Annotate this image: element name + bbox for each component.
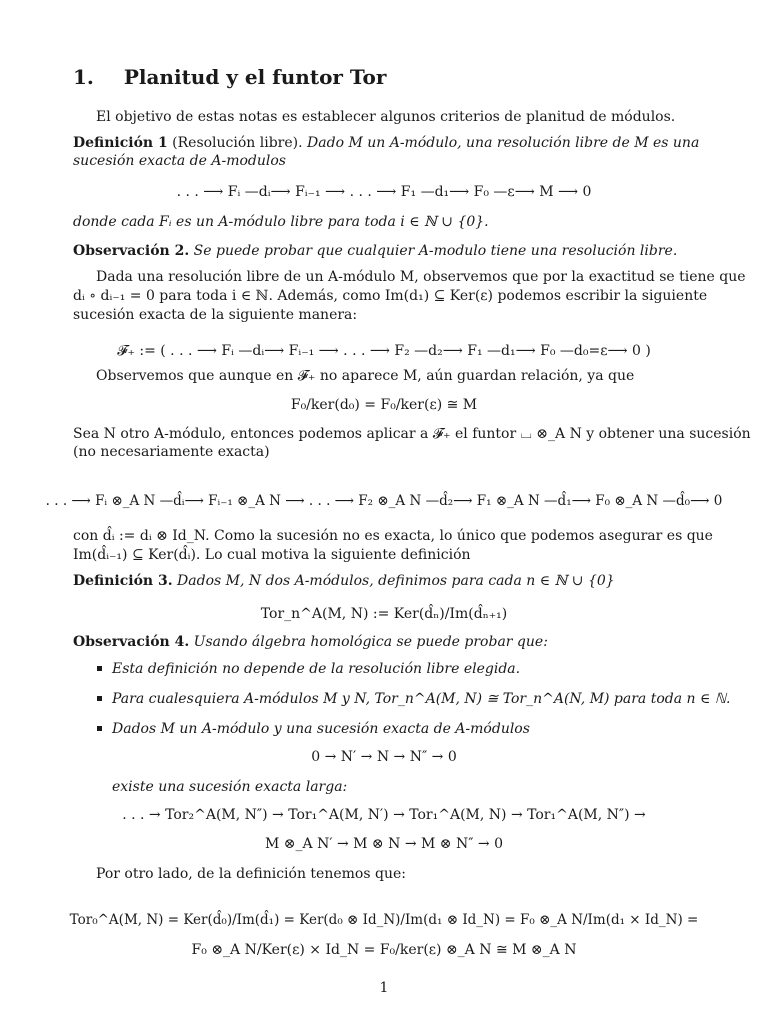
long-exact-sequence-line-2: M ⊗_A N′ → M ⊗ N → M ⊗ N″ → 0 <box>265 836 503 852</box>
page-number: 1 <box>379 980 389 996</box>
tor0-equation-line-2: F₀ ⊗_A N/Ker(ε) × Id_N = F₀/ker(ε) ⊗_A N ≅ M ⊗_A N <box>191 942 577 958</box>
definition-1-paren: (Resolución libre). <box>172 135 303 151</box>
observation-4-heading: Observación 4. <box>73 634 190 650</box>
bullet-2-text: Para cualesquiera A-módulos M y N, Tor_n^A(M, N) ≅ Tor_n^A(N, M) para toda n ∈ ℕ. <box>112 691 731 707</box>
tensor-sequence: . . . ⟶ Fᵢ ⊗_A N —d̂ᵢ⟶ Fᵢ₋₁ ⊗_A N ⟶ . . . ⟶ F₂ ⊗_A N —d̂₂⟶ F₁ ⊗_A N —d̂₁⟶ F₀ ⊗_A N —d̂₀⟶ 0 <box>45 493 723 509</box>
bullet-3-text: Dados M un A-módulo y una sucesión exacta de A-módulos <box>112 721 530 737</box>
other-side-paragraph: Por otro lado, de la definición tenemos que: <box>96 866 406 882</box>
definition-1-end: donde cada Fᵢ es un A-módulo libre para toda i ∈ ℕ ∪ {0}. <box>73 214 489 230</box>
paragraph-1-line-2: dᵢ ∘ dᵢ₋₁ = 0 para toda i ∈ ℕ. Además, como Im(d₁) ⊆ Ker(ε) podemos escribir la siguiente <box>73 288 708 304</box>
bullet-marker <box>97 726 102 731</box>
section-title: Planitud y el funtor Tor <box>123 65 387 89</box>
definition-1-text: Dado M un A-módulo, una resolución libre de M es una <box>307 135 700 151</box>
long-exact-intro: existe una sucesión exacta larga: <box>112 779 348 795</box>
paragraph-1-line-1: Dada una resolución libre de un A-módulo M, observemos que por la exactitud se tiene que <box>96 269 746 285</box>
observation-4 <box>73 633 548 651</box>
definition-1 <box>73 134 699 152</box>
bullet-marker <box>97 666 102 671</box>
tor0-equation-line-1: Tor₀^A(M, N) = Ker(d̂₀)/Im(d̂₁) = Ker(d₀ ⊗ Id_N)/Im(d₁ ⊗ Id_N) = F₀ ⊗_A N/Im(d₁ × Id_N) = <box>69 912 699 928</box>
resolution-sequence: . . . ⟶ Fᵢ —dᵢ⟶ Fᵢ₋₁ ⟶ . . . ⟶ F₁ —d₁⟶ F₀ —ε⟶ M ⟶ 0 <box>176 184 592 200</box>
observation-2-heading: Observación 2. <box>73 243 190 259</box>
paragraph-2-line-2: (no necesariamente exacta) <box>73 444 270 460</box>
paragraph-3-line-1: con d̂ᵢ := dᵢ ⊗ Id_N. Como la sucesión no es exacta, lo único que podemos asegurar es que <box>73 528 713 544</box>
intro-paragraph: El objetivo de estas notas es establecer algunos criterios de planitud de módulos. <box>96 109 676 125</box>
short-exact-sequence: 0 → N′ → N → N″ → 0 <box>311 749 457 765</box>
f-complex-sequence: 𝓕₊ := ( . . . ⟶ Fᵢ —dᵢ⟶ Fᵢ₋₁ ⟶ . . . ⟶ F₂ —d₂⟶ F₁ —d₁⟶ F₀ —d₀=ε⟶ 0 ) <box>117 343 651 359</box>
definition-1-heading: Definición 1 <box>73 135 168 151</box>
definition-3-heading: Definición 3. <box>73 573 173 589</box>
definition-3-text: Dados M, N dos A-módulos, definimos para cada n ∈ ℕ ∪ {0} <box>177 573 615 589</box>
observation-2-text: Se puede probar que cualquier A-modulo tiene una resolución libre. <box>193 243 678 259</box>
kernel-equation: F₀/ker(d₀) = F₀/ker(ε) ≅ M <box>290 397 478 413</box>
tor-definition-equation: Tor_n^A(M, N) := Ker(d̂ₙ)/Im(d̂ₙ₊₁) <box>260 606 508 622</box>
paragraph-1-line-3: sucesión exacta de la siguiente manera: <box>73 307 358 323</box>
bullet-marker <box>97 696 102 701</box>
definition-3 <box>73 572 615 590</box>
observation-2 <box>73 242 677 260</box>
section-number: 1. <box>73 65 94 89</box>
paragraph-2-line-1: Sea N otro A-módulo, entonces podemos aplicar a 𝓕₊ el funtor ⌴ ⊗_A N y obtener una sucesión <box>73 426 751 442</box>
section-heading <box>73 65 387 89</box>
definition-1-text-cont: sucesión exacta de A-modulos <box>73 153 286 169</box>
observation-4-text: Usando álgebra homológica se puede probar que: <box>193 634 548 650</box>
long-exact-sequence-line-1: . . . → Tor₂^A(M, N″) → Tor₁^A(M, N′) → Tor₁^A(M, N) → Tor₁^A(M, N″) → <box>122 807 646 823</box>
paragraph-3-line-2: Im(d̂ᵢ₋₁) ⊆ Ker(d̂ᵢ). Lo cual motiva la siguiente definición <box>73 547 471 563</box>
observation-relation: Observemos que aunque en 𝓕₊ no aparece M, aún guardan relación, ya que <box>96 368 635 384</box>
bullet-1-text: Esta definición no depende de la resolución libre elegida. <box>112 661 521 677</box>
